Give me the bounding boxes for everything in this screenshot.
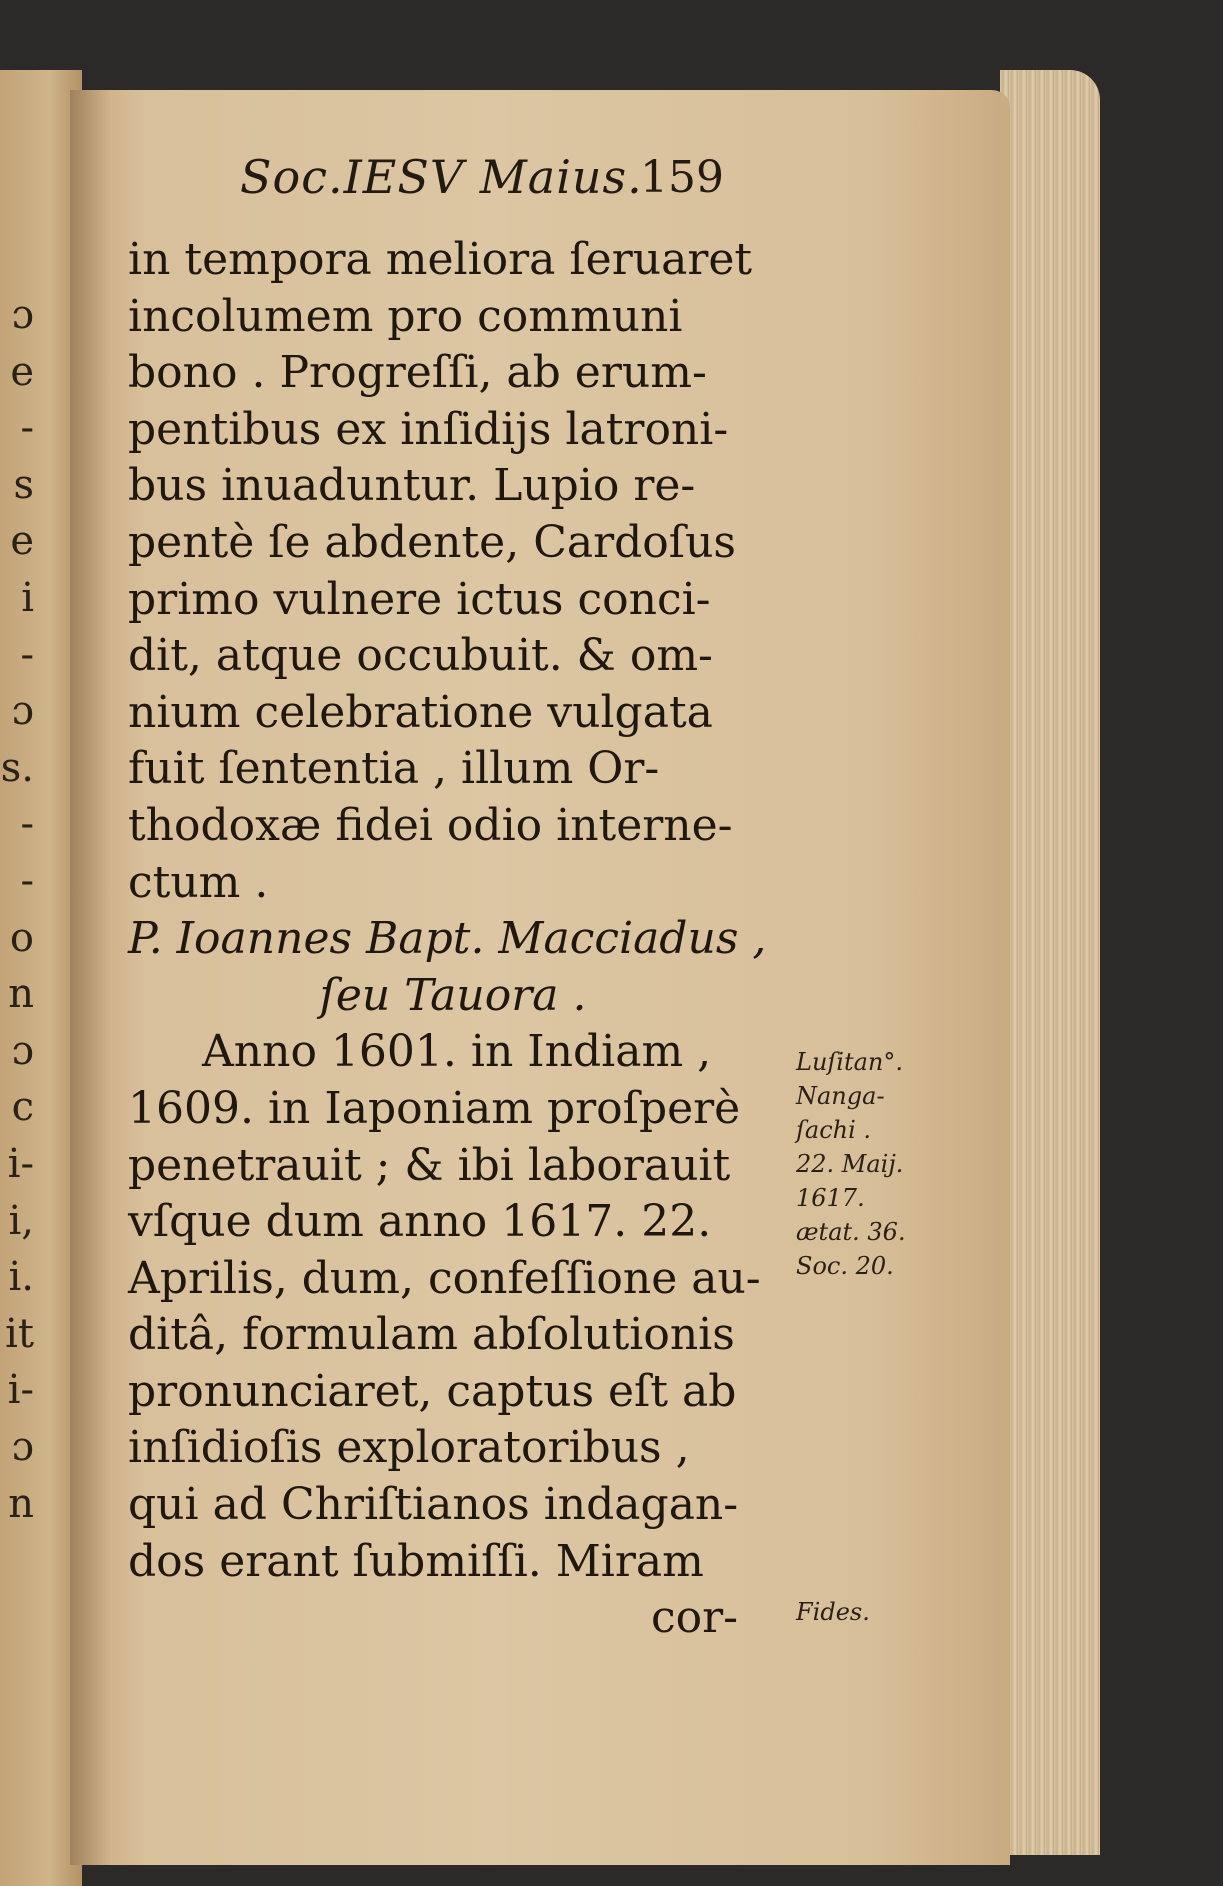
text-line: pentibus ex inſidijs latroni-	[128, 403, 729, 455]
page-header	[200, 150, 760, 220]
facing-page-fragment: ɔ	[11, 1424, 34, 1470]
facing-page-fragment: s.	[0, 744, 34, 791]
text-line: Aprilis, dum, confeſſione au-	[128, 1252, 761, 1304]
facing-page-fragment: -	[20, 858, 34, 904]
text-line: dit, atque occubuit. & om-	[128, 630, 713, 682]
facing-page-fragment: n	[8, 971, 34, 1018]
facing-page-fragment: i-	[7, 1141, 34, 1187]
facing-page-fragment: s	[13, 461, 34, 508]
facing-page-fragment: n	[8, 1480, 34, 1527]
section-heading: P. Ioannes Bapt. Macciadus ,	[128, 913, 767, 965]
marginal-note-fides	[796, 1595, 996, 1629]
text-line: vſque dum anno 1617. 22.	[128, 1196, 712, 1248]
facing-page-fragment: -	[20, 405, 34, 452]
text-line: ditâ, formulam abſolutionis	[128, 1309, 735, 1361]
gutter-shadow	[70, 90, 110, 1865]
text-line: inſidioſis exploratoribus ,	[128, 1422, 690, 1474]
marginal-line: 1617.	[796, 1184, 865, 1212]
facing-page-fragment: i.	[8, 1254, 34, 1301]
facing-page-fragment: i	[21, 575, 34, 621]
text-line: thodoxæ fidei odio interne-	[128, 799, 733, 851]
facing-page-fragment: ɔ	[11, 292, 34, 338]
text-line: primo vulnere ictus conci-	[128, 573, 711, 625]
marginal-line: Luſitan°.	[796, 1048, 903, 1076]
text-line: bus inuaduntur. Lupio re-	[128, 460, 696, 512]
text-line: bono . Progreſſi, ab erum-	[128, 347, 707, 399]
facing-page-fragment: c	[11, 1084, 34, 1131]
text-line: in tempora meliora ſeruaret	[128, 234, 753, 285]
facing-page-fragment: -	[20, 801, 34, 848]
text-line: pronunciaret, captus eſt ab	[128, 1365, 737, 1417]
page-number: 159	[640, 152, 724, 203]
text-line: 1609. in Iaponiam proſperè	[128, 1082, 741, 1134]
text-line: incolumem pro communi	[128, 290, 683, 342]
section-heading-sub: ſeu Tauora .	[319, 969, 587, 1021]
text-line: nium celebratione vulgata	[128, 686, 713, 738]
facing-page-fragment: ɔ	[11, 1027, 34, 1074]
marginal-note	[796, 1045, 996, 1283]
facing-page-fragment: e	[10, 518, 34, 565]
text-line: ctum .	[128, 856, 269, 908]
marginal-line: 22. Maij.	[796, 1150, 904, 1178]
marginal-line: ſachi .	[796, 1116, 872, 1144]
facing-page-fragment: -	[20, 631, 34, 678]
marginal-line: Fides.	[796, 1598, 870, 1626]
facing-page-fragment: i-	[7, 1367, 34, 1414]
main-text	[128, 232, 778, 1647]
text-line: dos erant ſubmiſſi. Miram	[128, 1535, 704, 1587]
page-fore-edge	[1000, 70, 1100, 1855]
facing-page-fragment: ɔ	[11, 688, 34, 735]
facing-page-fragment: it	[5, 1310, 34, 1357]
marginal-line: Soc. 20.	[796, 1252, 894, 1280]
text-line: qui ad Chriſtianos indagan-	[128, 1479, 739, 1531]
facing-page-fragment: o	[9, 914, 34, 961]
facing-page-fragment: e	[10, 348, 34, 395]
catchword: cor-	[650, 1592, 738, 1644]
marginal-line: Nanga-	[796, 1082, 885, 1110]
facing-page-fragment: i,	[8, 1197, 34, 1244]
text-line: Anno 1601. in Indiam ,	[202, 1026, 712, 1078]
text-line: fuit ſententia , illum Or-	[128, 743, 660, 795]
text-line: pentè ſe abdente, Cardoſus	[128, 516, 736, 568]
marginal-line: ætat. 36.	[796, 1218, 906, 1246]
running-head: Soc.IESV Maius.	[240, 150, 643, 204]
text-line: penetrauit ; & ibi laborauit	[128, 1139, 731, 1191]
